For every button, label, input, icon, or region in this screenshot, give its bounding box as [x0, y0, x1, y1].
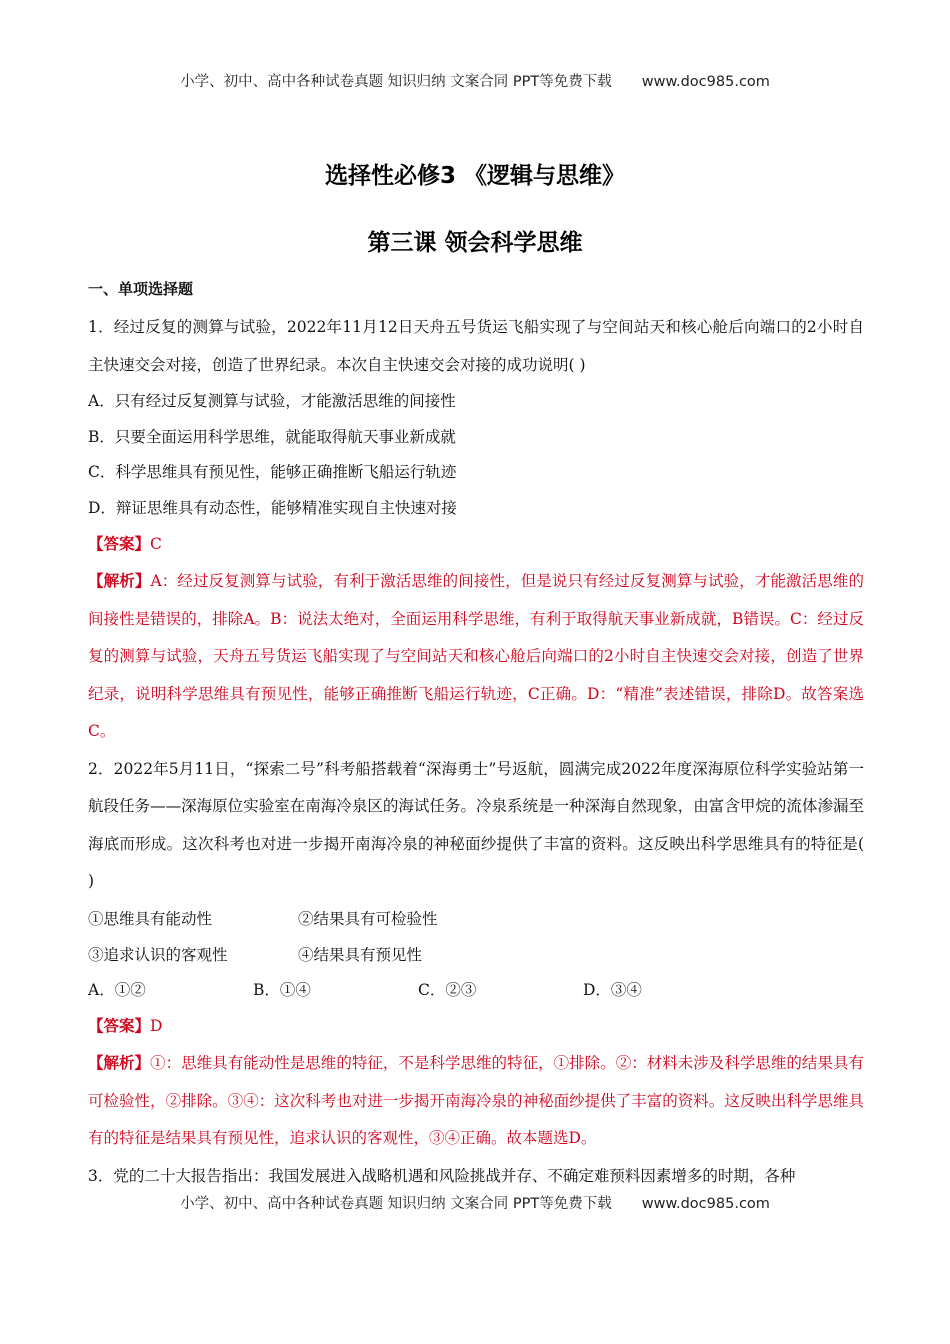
answer-tag: 【答案】	[88, 1016, 151, 1035]
footer-url[interactable]: www.doc985.com	[641, 1196, 770, 1212]
explanation-text: ①：思维具有能动性是思维的特征，不是科学思维的特征，①排除。②：材料未涉及科学思维的结果具有可检验性，②排除。③④：这次科考也对进一步揭开南海冷泉的神秘面纱提供了丰富的资料。这反映出科学思维具有的特征是结果具有预见性，追求认识的客观性，③④正确。故本题选D。	[88, 1054, 864, 1147]
explanation-tag: 【解析】	[88, 571, 151, 590]
footer-text: 小学、初中、高中各种试卷真题 知识归纳 文案合同 PPT等免费下载	[180, 1196, 612, 1212]
section-heading: 一、单项选择题	[88, 280, 194, 298]
document-body	[88, 277, 864, 1195]
question-2-option-a: A．①②	[88, 980, 146, 999]
question-1-option-d: D．辩证思维具有动态性，能够精准实现自主快速对接	[88, 498, 457, 517]
question-2-item-1: ①思维具有能动性	[88, 909, 213, 928]
question-2-option-d: D．③④	[583, 980, 642, 999]
explanation-tag: 【解析】	[88, 1053, 151, 1072]
question-2-options	[88, 973, 864, 1009]
question-2-option-b: B．①④	[253, 980, 311, 999]
question-2-item-4: ④结果具有预见性	[298, 945, 423, 964]
question-2-explanation	[88, 1044, 864, 1158]
question-1-answer	[88, 526, 864, 562]
question-2-answer	[88, 1008, 864, 1044]
answer-tag: 【答案】	[88, 534, 151, 553]
question-1-stem: 1．经过反复的测算与试验，2022年11月12日天舟五号货运飞船实现了与空间站天和核心舱后向端口的2小时自主快速交会对接，创造了世界纪录。本次自主快速交会对接的成功说明( )	[88, 318, 864, 374]
question-1-option-a: A．只有经过反复测算与试验，才能激活思维的间接性	[88, 392, 456, 410]
question-1-option-c: C．科学思维具有预见性，能够正确推断飞船运行轨迹	[88, 463, 457, 481]
page-footer	[0, 1192, 950, 1213]
question-2-stem: 2．2022年5月11日，“探索二号”科考船搭载着“深海勇士”号返航，圆满完成2022年度深海原位科学实验站第一航段任务——深海原位实验室在南海冷泉区的海试任务。冷泉系统是一种深海自然现象，由富含甲烷的流体渗漏至海底而形成。这次科考也对进一步揭开南海冷泉的神秘面纱提供了丰富的资料。这反映出科学思维具有的特征是( )	[88, 759, 864, 890]
question-1-option-b: B．只要全面运用科学思维，就能取得航天事业新成就	[88, 427, 456, 446]
answer-value: D	[150, 1017, 163, 1035]
document-title: 选择性必修3 《逻辑与思维》	[324, 163, 625, 189]
explanation-text: A：经过反复测算与试验，有利于激活思维的间接性，但是说只有经过反复测算与试验，才能激活思维的间接性是错误的，排除A。B：说法太绝对，全面运用科学思维，有利于取得航天事业新成就，B错误。C：经过反复的测算与试验，天舟五号货运飞船实现了与空间站天和核心舱后向端口的2小时自主快速交会对接，创造了世界纪录，说明科学思维具有预见性，能够正确推断飞船运行轨迹，C正确。D：“精准”表述错误，排除D。故答案选C。	[88, 572, 864, 740]
lesson-title: 第三课 领会科学思维	[367, 230, 583, 256]
header-url[interactable]: www.doc985.com	[641, 74, 770, 90]
question-2-option-c: C．②③	[418, 980, 477, 999]
question-1-explanation	[88, 562, 864, 751]
answer-value: C	[150, 535, 162, 553]
page-header	[0, 70, 950, 91]
question-2-item-3: ③追求认识的客观性	[88, 945, 228, 964]
question-2-items-row-1	[88, 901, 864, 937]
question-2-item-2: ②结果具有可检验性	[298, 909, 438, 928]
question-2-items-row-2	[88, 937, 864, 973]
question-3-stem: 3．党的二十大报告指出：我国发展进入战略机遇和风险挑战并存、不确定难预料因素增多的时期，各种	[88, 1166, 796, 1185]
header-text: 小学、初中、高中各种试卷真题 知识归纳 文案合同 PPT等免费下载	[180, 74, 612, 90]
